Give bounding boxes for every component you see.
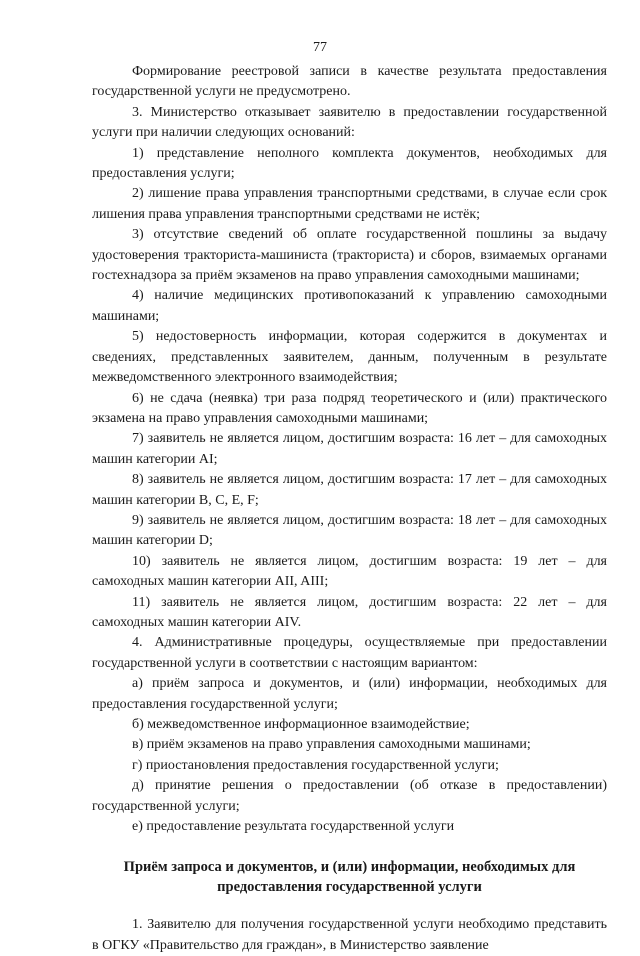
paragraph-registry-record: Формирование реестровой записи в качестве результата предоставления государственной услуги не предусмотрено.	[92, 64, 607, 100]
list-item: д) принятие решения о предоставлении (об отказе в предоставлении) государственной услуги;	[92, 778, 607, 814]
list-item: 1) представление неполного комплекта документов, необходимых для предоставления услуги;	[92, 145, 607, 182]
list-item: 8) заявитель не является лицом, достигшим возраста: 17 лет – для самоходных машин категории B, C, E, F;	[92, 472, 607, 508]
document-body	[92, 62, 607, 956]
list-item: 4) наличие медицинских противопоказаний к управлению самоходными машинами;	[92, 288, 607, 324]
section-heading: Приём запроса и документов, и (или) информации, необходимых для предоставления государственной услуги	[123, 859, 576, 896]
list-item: 11) заявитель не является лицом, достигшим возраста: 22 лет – для самоходных машин категории AIV.	[92, 594, 607, 630]
list-item: е) предоставление результата государственной услуги	[132, 819, 455, 835]
list-item: б) межведомственное информационное взаимодействие;	[132, 717, 470, 732]
list-item: а) приём запроса и документов, и (или) информации, необходимых для предоставления государственной услуги;	[92, 676, 607, 712]
list-item: 3) отсутствие сведений об оплате государственной пошлины за выдачу удостоверения тракториста-машиниста (тракториста) и сборов, взимаемых органами гостехнадзора за приём экзаменов на право управления самоходными машинами;	[92, 227, 607, 284]
paragraph-refusal-grounds: 3. Министерство отказывает заявителю в предоставлении государственной услуги при наличии следующих оснований:	[92, 104, 607, 141]
page-number: 77	[313, 40, 327, 55]
list-item: 9) заявитель не является лицом, достигшим возраста: 18 лет – для самоходных машин категории D;	[92, 512, 607, 549]
list-item: 10) заявитель не является лицом, достигшим возраста: 19 лет – для самоходных машин категории AII, AIII;	[92, 553, 607, 590]
paragraph-application: 1. Заявителю для получения государственной услуги необходимо представить в ОГКУ «Правительство для граждан», в Министерство заявление	[92, 917, 607, 953]
list-item: 2) лишение права управления транспортными средствами, в случае если срок лишения права управления транспортными средствами не истёк;	[92, 186, 607, 222]
list-item: г) приостановления предоставления государственной услуги;	[132, 757, 499, 773]
list-item: 6) не сдача (неявка) три раза подряд теоретического и (или) практического экзамена на право управления самоходными машинами;	[92, 390, 607, 426]
paragraph-admin-procedures: 4. Административные процедуры, осуществляемые при предоставлении государственной услуги в соответствии с настоящим вариантом:	[92, 635, 607, 671]
list-item: в) приём экзаменов на право управления самоходными машинами;	[132, 737, 531, 753]
list-item: 7) заявитель не является лицом, достигшим возраста: 16 лет – для самоходных машин категории AI;	[92, 431, 607, 467]
list-item: 5) недостоверность информации, которая содержится в документах и сведениях, представленных заявителем, данным, полученным в результате межведомственного электронного взаимодействия;	[92, 329, 607, 386]
